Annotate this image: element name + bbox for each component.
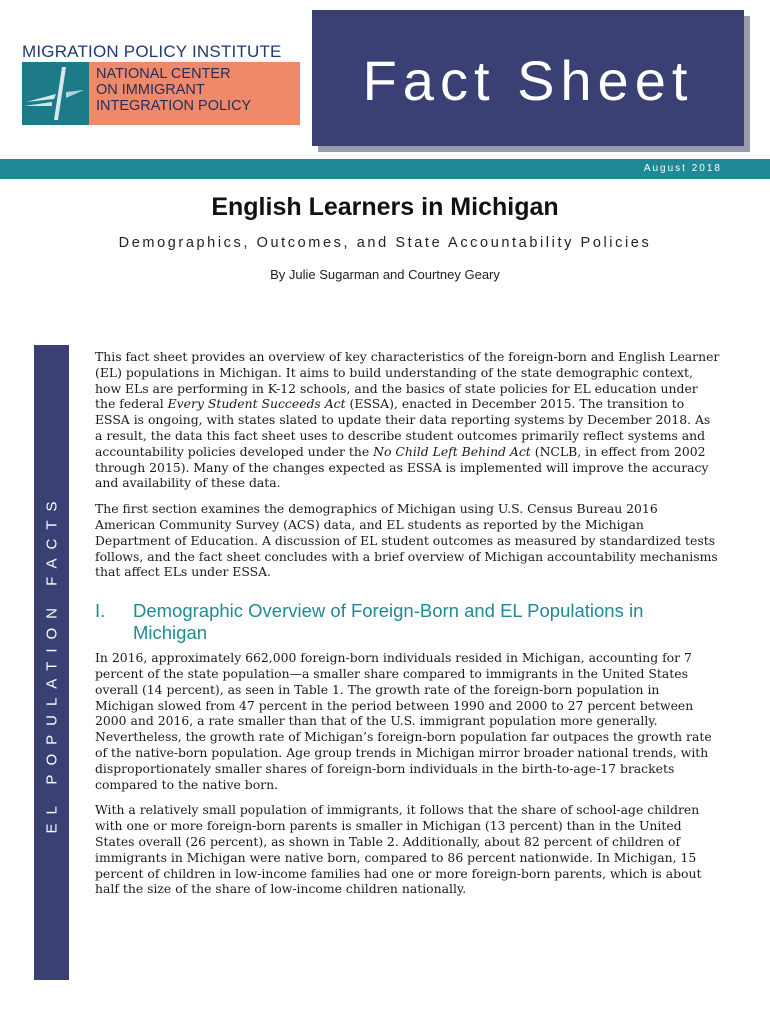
body-content (95, 349, 721, 907)
section-number: I. (95, 600, 106, 622)
intro-paragraph-2: The first section examines the demographics of Michigan using U.S. Census Bureau 2016 American Community Survey (ACS) data, and EL students as reported by the Michigan Department of Education. A discussion of EL student outcomes as measured by standardized tests follows, and the fact sheet concludes with a brief overview of Michigan accountability mechanisms that affect ELs under ESSA. (95, 501, 718, 580)
section-paragraph-1: In 2016, approximately 662,000 foreign-born individuals resided in Michigan, accounting for 7 percent of the state population—a smaller share compared to immigrants in the United States overall (14 percent), as seen in Table 1. The growth rate of the foreign-born population in Michigan slowed from 47 percent in the period between 1990 and 2000 to 27 percent between 2000 and 2016, a rate smaller than that of the U.S. immigrant population more generally. Nevertheless, the growth rate of Michigan’s foreign-born population far outpaces the growth rate of the native-born population. Age group trends in Michigan mirror broader national trends, with disproportionately smaller shares of foreign-born individuals in the birth-to-age-17 brackets compared to the native born. (95, 650, 712, 792)
org-name: MIGRATION POLICY INSTITUTE (22, 42, 282, 61)
section-heading (95, 600, 721, 644)
publication-date: August 2018 (643, 163, 722, 174)
center-name-box (89, 62, 300, 125)
nclb-title: No Child Left Behind Act (373, 443, 531, 459)
intro-paragraph-1: This fact sheet provides an overview of key characteristics of the foreign-born and English Learner (EL) populations in Michigan. It aims to build understanding of the state demographic context, how ELs are performing in K-12 schools, and the basics of state policies for EL education under the federal Every Student Succeeds Act (ESSA), enacted in December 2015. The transition to ESSA is ongoing, with states slated to update their data reporting systems by December 2018. As a result, the data this fact sheet uses to describe student outcomes primarily reflect systems and accountability policies developed under the No Child Left Behind Act (NCLB, in effect from 2002 through 2015). Many of the changes expected as ESSA is implemented will improve the accuracy and availability of these data. (95, 349, 720, 491)
center-line-3: INTEGRATION POLICY (96, 98, 252, 114)
center-line-1: NATIONAL CENTER (96, 66, 231, 82)
essa-title: Every Student Succeeds Act (167, 396, 346, 412)
side-banner (34, 345, 69, 980)
banner-title: Fact Sheet (362, 48, 694, 112)
section-paragraph-2: With a relatively small population of immigrants, it follows that the share of school-age children with one or more foreign-born parents is smaller in Michigan (13 percent) than in the United States overall (26 percent), as shown in Table 2. Additionally, about 82 percent of children of immigrants in Michigan were native born, compared to 86 percent nationwide. In Michigan, 15 percent of children in low-income families had one or more foreign-born parents, which is about half the size of the share of low-income children nationally. (95, 802, 702, 897)
fact-sheet-banner (312, 10, 744, 146)
logo-icon (22, 62, 89, 125)
side-banner-label: EL POPULATION FACTS (43, 491, 60, 834)
page-title: English Learners in Michigan (211, 193, 559, 221)
page-subtitle: Demographics, Outcomes, and State Accountability Policies (118, 235, 652, 251)
center-line-2: ON IMMIGRANT (96, 82, 205, 98)
section-title: Demographic Overview of Foreign-Born and EL Populations in Michigan (133, 600, 644, 644)
byline: By Julie Sugarman and Courtney Geary (270, 267, 500, 282)
